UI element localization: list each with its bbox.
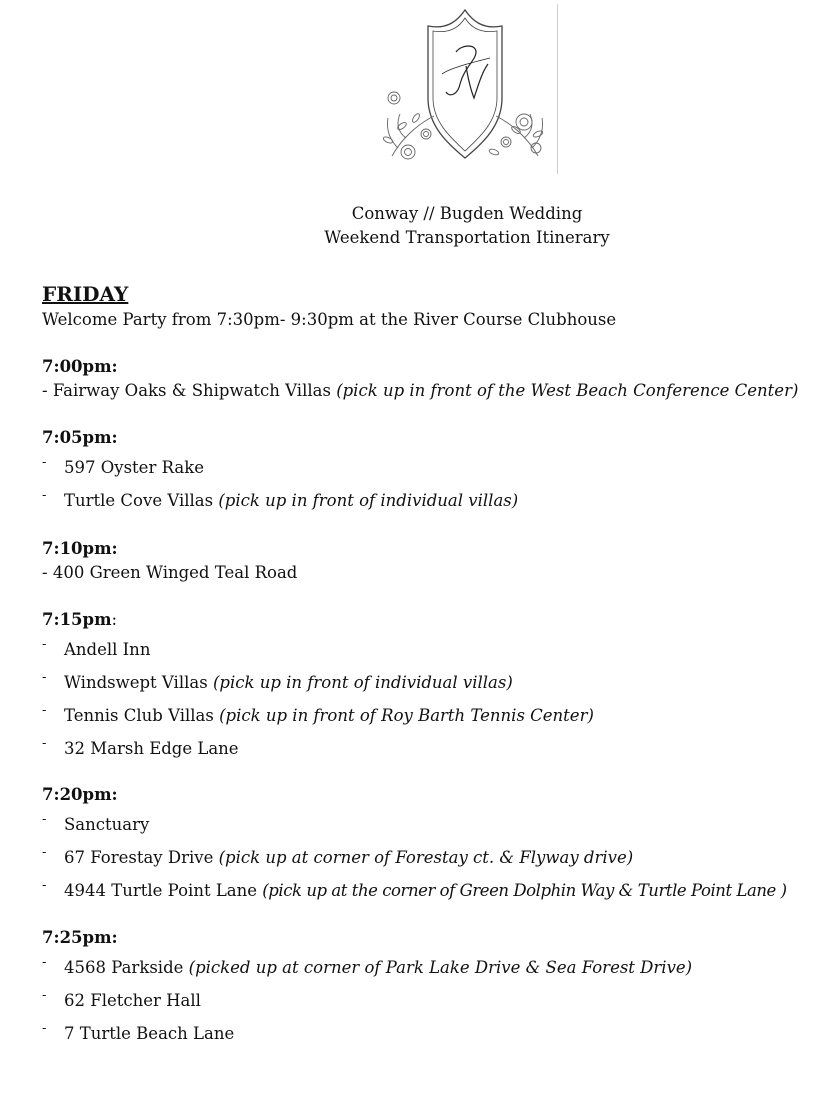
list-dash: - — [42, 812, 47, 827]
monogram-crest — [378, 6, 553, 174]
list-item — [42, 1022, 822, 1055]
pickup-location: Andell Inn — [64, 640, 151, 659]
day-intro: Welcome Party from 7:30pm- 9:30pm at the River Course Clubhouse — [42, 310, 617, 329]
document-subtitle: Weekend Transportation Itinerary — [324, 228, 610, 247]
pickup-location: 7 Turtle Beach Lane — [64, 1024, 235, 1043]
list-dash: - — [42, 955, 47, 970]
list-dash: - — [42, 878, 47, 893]
list-dash: - — [42, 1021, 47, 1036]
list-item — [42, 638, 822, 671]
time-slot — [42, 608, 822, 770]
pickup-location: 400 Green Winged Teal Road — [52, 563, 298, 582]
slot-time: 7:10pm: — [42, 539, 118, 558]
pickup-location: Tennis Club Villas — [64, 706, 214, 725]
list-dash: - — [42, 988, 47, 1003]
pickup-location: 4568 Parkside — [64, 958, 184, 977]
crest-illustration — [378, 6, 553, 174]
list-item — [42, 879, 822, 912]
pickup-location: 62 Fletcher Hall — [64, 991, 201, 1010]
pickup-location: 67 Forestay Drive — [64, 848, 214, 867]
pickup-location: 4944 Turtle Point Lane — [64, 881, 258, 900]
pickup-location: 32 Marsh Edge Lane — [64, 739, 239, 758]
list-item — [42, 737, 822, 770]
divider-line — [557, 4, 558, 174]
pickup-note: (pick up at corner of Forestay ct. & Flyway drive) — [218, 848, 634, 867]
pickup-line — [42, 379, 822, 403]
pickup-location: 597 Oyster Rake — [64, 458, 204, 477]
pickup-note: (pick up at the corner of Green Dolphin Way & Turtle Point Lane ) — [262, 881, 787, 900]
pickup-note: (pick up in front of Roy Barth Tennis Center) — [219, 706, 594, 725]
slot-time-colon: : — [111, 610, 118, 629]
slot-time — [42, 608, 822, 632]
slot-time: 7:20pm: — [42, 785, 118, 804]
pickup-dash: - — [42, 381, 53, 400]
time-slot — [42, 355, 822, 403]
list-dash: - — [42, 670, 47, 685]
pickup-note: (pick up in front of individual villas) — [218, 491, 519, 510]
list-item — [42, 456, 822, 489]
pickup-list — [42, 456, 822, 522]
list-item — [42, 846, 822, 879]
list-dash: - — [42, 845, 47, 860]
document-header — [0, 202, 828, 250]
pickup-note: (pick up in front of individual villas) — [212, 673, 513, 692]
pickup-location: Sanctuary — [64, 815, 150, 834]
slot-time: 7:25pm: — [42, 928, 118, 947]
list-dash: - — [42, 637, 47, 652]
slot-time: 7:00pm: — [42, 357, 118, 376]
pickup-line — [42, 561, 822, 585]
list-item — [42, 956, 822, 989]
list-dash: - — [42, 488, 47, 503]
pickup-list — [42, 956, 822, 1055]
list-item — [42, 489, 822, 522]
document-title: Conway // Bugden Wedding — [351, 204, 583, 223]
pickup-list — [42, 638, 822, 770]
pickup-dash: - — [42, 563, 53, 582]
list-dash: - — [42, 455, 47, 470]
list-item — [42, 813, 822, 846]
pickup-note: (picked up at corner of Park Lake Drive & Sea Forest Drive) — [188, 958, 693, 977]
time-slot — [42, 537, 822, 585]
list-dash: - — [42, 703, 47, 718]
time-slot — [42, 426, 822, 522]
slot-time-value: 7:15pm — [42, 610, 112, 629]
day-heading: FRIDAY — [42, 282, 129, 306]
pickup-location: Fairway Oaks & Shipwatch Villas — [52, 381, 331, 400]
time-slot — [42, 926, 822, 1055]
slot-time: 7:05pm: — [42, 428, 118, 447]
list-item — [42, 671, 822, 704]
time-slot — [42, 783, 822, 912]
itinerary — [42, 280, 822, 1055]
pickup-list — [42, 813, 822, 912]
pickup-note: (pick up in front of the West Beach Conference Center) — [336, 381, 799, 400]
list-dash: - — [42, 736, 47, 751]
pickup-location: Turtle Cove Villas — [64, 491, 214, 510]
list-item — [42, 704, 822, 737]
pickup-location: Windswept Villas — [64, 673, 208, 692]
list-item — [42, 989, 822, 1022]
